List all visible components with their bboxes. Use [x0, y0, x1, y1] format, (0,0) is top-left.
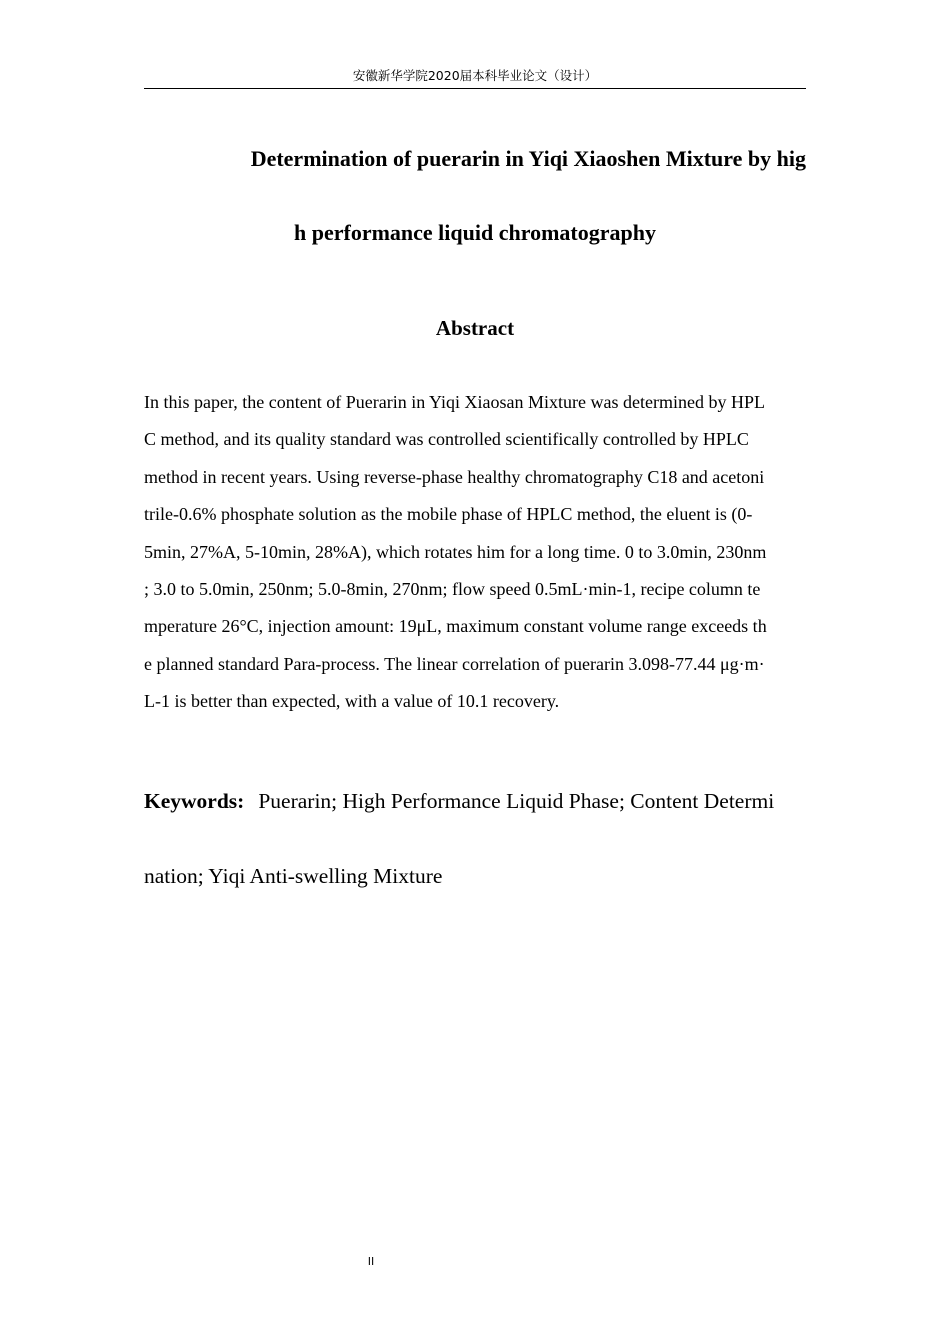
paper-title — [144, 122, 806, 270]
abstract-line: C method, and its quality standard was controlled scientifically controlled by HPLC — [144, 429, 749, 450]
keywords-section — [144, 764, 808, 914]
title-line-2: h performance liquid chromatography — [294, 220, 656, 245]
abstract-body — [144, 384, 808, 721]
keywords-line-1 — [144, 764, 808, 839]
abstract-line: mperature 26°C, injection amount: 19μL, maximum constant volume range exceeds th — [144, 616, 767, 637]
keywords-text-1: Puerarin; High Performance Liquid Phase; Content Determi — [258, 789, 775, 813]
abstract-heading: Abstract — [435, 316, 515, 340]
abstract-line: In this paper, the content of Puerarin in Yiqi Xiaosan Mixture was determined by HPL — [144, 392, 765, 412]
abstract-line: method in recent years. Using reverse-phase healthy chromatography C18 and acetoni — [144, 466, 765, 487]
abstract-line: trile-0.6% phosphate solution as the mobile phase of HPLC method, the eluent is (0- — [144, 504, 753, 525]
keywords-line-2: nation; Yiqi Anti-swelling Mixture — [144, 864, 443, 888]
page-header — [144, 66, 806, 89]
abstract-line: e planned standard Para-process. The linear correlation of puerarin 3.098-77.44 μg·m· — [144, 653, 765, 674]
page-number: II — [367, 1255, 375, 1268]
title-line-1: Determination of puerarin in Yiqi Xiaoshen Mixture by hig — [250, 146, 806, 171]
abstract-line: 5min, 27%A, 5-10min, 28%A), which rotates him for a long time. 0 to 3.0min, 230nm — [144, 541, 767, 562]
header-text: 安徽新华学院2020届本科毕业论文（设计） — [352, 68, 598, 83]
keywords-label: Keywords: — [144, 789, 245, 813]
abstract-line: ; 3.0 to 5.0min, 250nm; 5.0-8min, 270nm; flow speed 0.5mL·min-1, recipe column te — [144, 579, 761, 600]
abstract-line: L-1 is better than expected, with a value of 10.1 recovery. — [144, 691, 560, 712]
